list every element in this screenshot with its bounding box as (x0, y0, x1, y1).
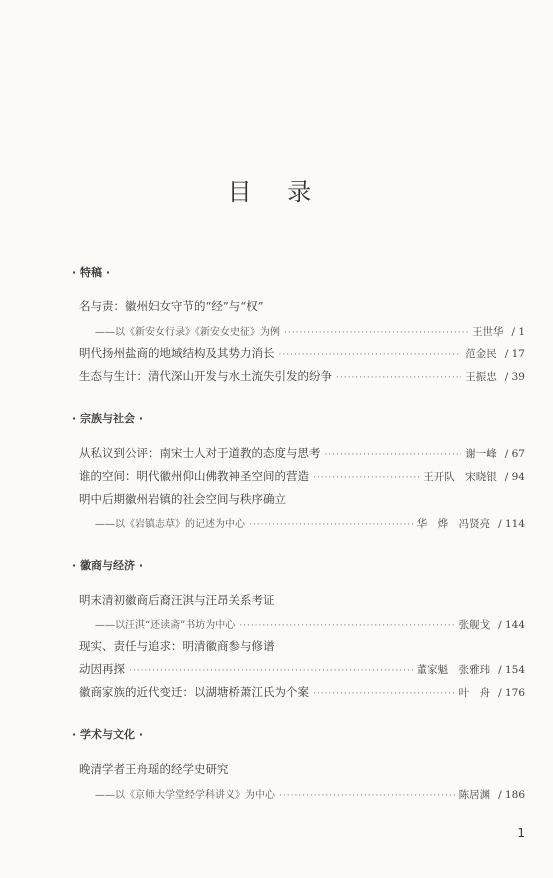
toc-entry[interactable] (79, 592, 525, 610)
entry-author: 王振忠 (465, 371, 497, 383)
toc-entry[interactable] (79, 445, 525, 463)
toc-entry[interactable] (79, 468, 525, 486)
entry-title: 生态与生计：清代深山开发与水土流失引发的纷争 (79, 369, 332, 383)
entry-author: 张舰戈 (458, 619, 491, 631)
toc-entry[interactable] (95, 786, 525, 804)
toc-entry[interactable] (79, 761, 525, 779)
toc-entry[interactable] (79, 661, 525, 679)
leader-dots (284, 328, 468, 338)
entry-author: 王开队 宋晓银 (423, 471, 497, 483)
entry-page: / 17 (504, 348, 525, 360)
entry-title: 明中后期徽州岩镇的社会空间与秩序确立 (79, 492, 286, 506)
entry-title: ——以《新安女行录》《新安女史征》为例 (95, 327, 280, 338)
entry-page: / 39 (504, 371, 525, 383)
entry-title: ——以汪淇“还读斋”书坊为中心 (95, 620, 236, 631)
leader-dots (279, 791, 455, 801)
leader-dots (279, 350, 462, 360)
toc-entry[interactable] (95, 515, 525, 533)
entry-title: 谁的空间：明代徽州仰山佛教神圣空间的营造 (79, 469, 309, 483)
entry-title: 徽商家族的近代变迁：以湖塘桥萧江氏为个案 (79, 685, 309, 699)
entry-page: / 144 (498, 619, 525, 631)
toc-entry[interactable] (95, 323, 525, 341)
entry-page: / 94 (504, 471, 525, 483)
entry-page: / 186 (498, 789, 525, 801)
entry-author: 王世华 (471, 326, 504, 338)
leader-dots (239, 621, 454, 631)
entry-author: 陈居渊 (458, 789, 491, 801)
entry-page: / 176 (498, 687, 525, 699)
entry-page: / 1 (511, 326, 525, 338)
entry-title: 动因再探 (79, 662, 125, 676)
section-heading-scholarship-culture: · 学术与文化 · (72, 728, 144, 741)
page-number: 1 (517, 826, 525, 840)
entry-author: 叶 舟 (458, 687, 491, 699)
entry-title: ——以《岩镇志草》的记述为中心 (95, 519, 245, 530)
entry-author: 谢一峰 (465, 448, 497, 460)
toc-entry[interactable] (79, 368, 525, 386)
leader-dots (325, 450, 462, 460)
toc-entry[interactable] (79, 298, 525, 316)
entry-page: / 154 (498, 664, 525, 676)
entry-title: 明代扬州盐商的地域结构及其势力消长 (79, 346, 275, 360)
entry-title: ——以《京师大学堂经学科讲义》为中心 (95, 790, 275, 801)
toc-entry[interactable] (79, 638, 525, 656)
entry-title: 晚清学者王舟瑶的经学史研究 (79, 762, 229, 776)
leader-dots (313, 473, 419, 483)
entry-author: 华 烨 冯贤亮 (416, 518, 491, 530)
entry-title: 明末清初徽商后裔汪淇与汪昂关系考证 (79, 593, 275, 607)
section-heading-special: · 特稿 · (72, 266, 111, 279)
leader-dots (129, 666, 413, 676)
entry-author: 范金民 (465, 348, 497, 360)
leader-dots (313, 689, 455, 699)
entry-title: 名与责：徽州妇女守节的“经”与“权” (79, 299, 264, 313)
entry-author: 董家魁 张雅玮 (416, 664, 491, 676)
leader-dots (336, 373, 461, 383)
toc-entry[interactable] (79, 684, 525, 702)
entry-page: / 114 (498, 518, 525, 530)
toc-entry[interactable] (79, 491, 525, 509)
toc-title: 目 录 (227, 178, 326, 206)
toc-entry[interactable] (79, 345, 525, 363)
section-heading-commerce-economy: · 徽商与经济 · (72, 559, 144, 572)
toc-entry[interactable] (95, 616, 525, 634)
leader-dots (249, 520, 413, 530)
entry-title: 现实、责任与追求：明清徽商参与修谱 (79, 639, 275, 653)
section-heading-lineage-society: · 宗族与社会 · (72, 412, 144, 425)
entry-title: 从私议到公评：南宋士人对于道教的态度与思考 (79, 446, 321, 460)
entry-page: / 67 (504, 448, 525, 460)
